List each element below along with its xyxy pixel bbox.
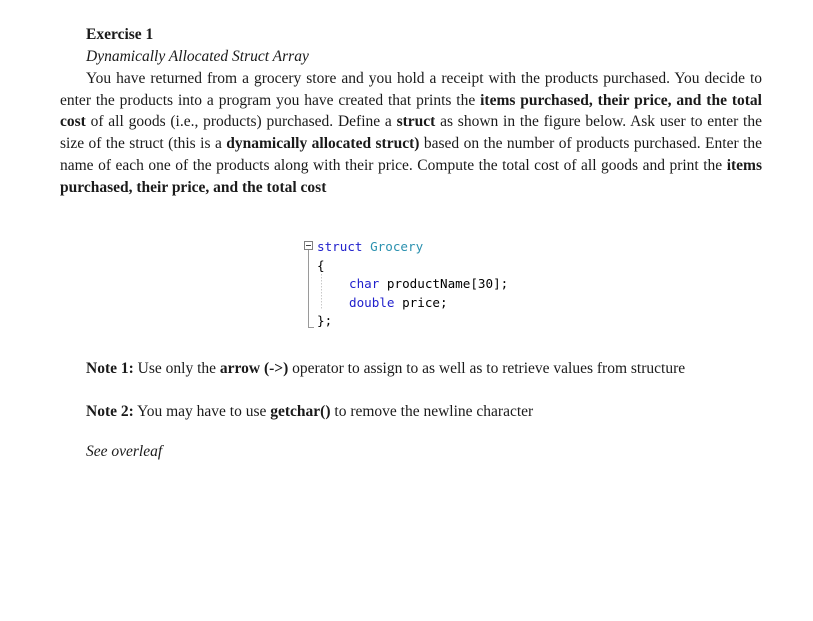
- code-line-close-brace: };: [317, 313, 333, 329]
- desc-text-3: as shown in the figure below. Ask user to enter the size of the struct (this is a: [60, 113, 762, 153]
- code-line-open-brace: {: [317, 257, 325, 273]
- note-2-text-1: You may have to use: [133, 403, 271, 420]
- desc-text-4: based on the number of products purchased. Enter the name of each one of the products along with their price. Compute the total cost of all goods and print the: [60, 135, 762, 174]
- code-struct-name: Grocery: [370, 239, 424, 254]
- note-2-bold: getchar(): [270, 403, 331, 420]
- code-type-char: char: [349, 276, 380, 292]
- desc-text-2: of all goods (i.e., products) purchased. Define a: [85, 113, 397, 131]
- code-line-struct: [317, 238, 423, 257]
- outline-guide: [308, 250, 309, 328]
- see-overleaf-text: See overleaf: [86, 443, 163, 460]
- indent-guide: [321, 274, 322, 310]
- note-2-label: Note 2:: [86, 403, 134, 420]
- exercise-description: [60, 68, 762, 198]
- note-1: [60, 358, 762, 380]
- collapse-icon: [304, 241, 313, 250]
- code-type-double: double: [349, 294, 395, 310]
- note-1-label: Note 1:: [86, 360, 134, 377]
- code-line-productname: [349, 275, 508, 294]
- note-1-text-2: operator to assign to as well as to retrieve values from structure: [288, 360, 686, 377]
- struct-code-figure: [303, 238, 563, 338]
- desc-bold-4: items purchased, their price, and the total cost: [60, 156, 762, 196]
- code-keyword-struct: struct: [317, 239, 363, 254]
- note-1-bold: arrow (->): [219, 360, 289, 377]
- outline-guide-end: [308, 327, 314, 328]
- desc-text-1: You have returned from a grocery store and you hold a receipt with the products purchased. You decide to enter the products into a program you have created that prints the: [60, 70, 762, 109]
- code-line-price: [349, 294, 448, 313]
- note-2: [86, 401, 533, 423]
- exercise-subtitle: Dynamically Allocated Struct Array: [86, 48, 309, 65]
- exercise-title: Exercise 1: [86, 26, 154, 43]
- note-2-text-2: to remove the newline character: [330, 403, 534, 420]
- desc-bold-3: dynamically allocated struct): [226, 135, 420, 153]
- note-1-text-1: Use only the: [133, 360, 220, 377]
- desc-bold-1: items purchased, their price, and the total cost: [60, 91, 762, 131]
- code-price-decl: price;: [394, 294, 448, 310]
- code-productname-decl: productName[30];: [379, 276, 509, 292]
- desc-bold-2: struct: [396, 113, 436, 131]
